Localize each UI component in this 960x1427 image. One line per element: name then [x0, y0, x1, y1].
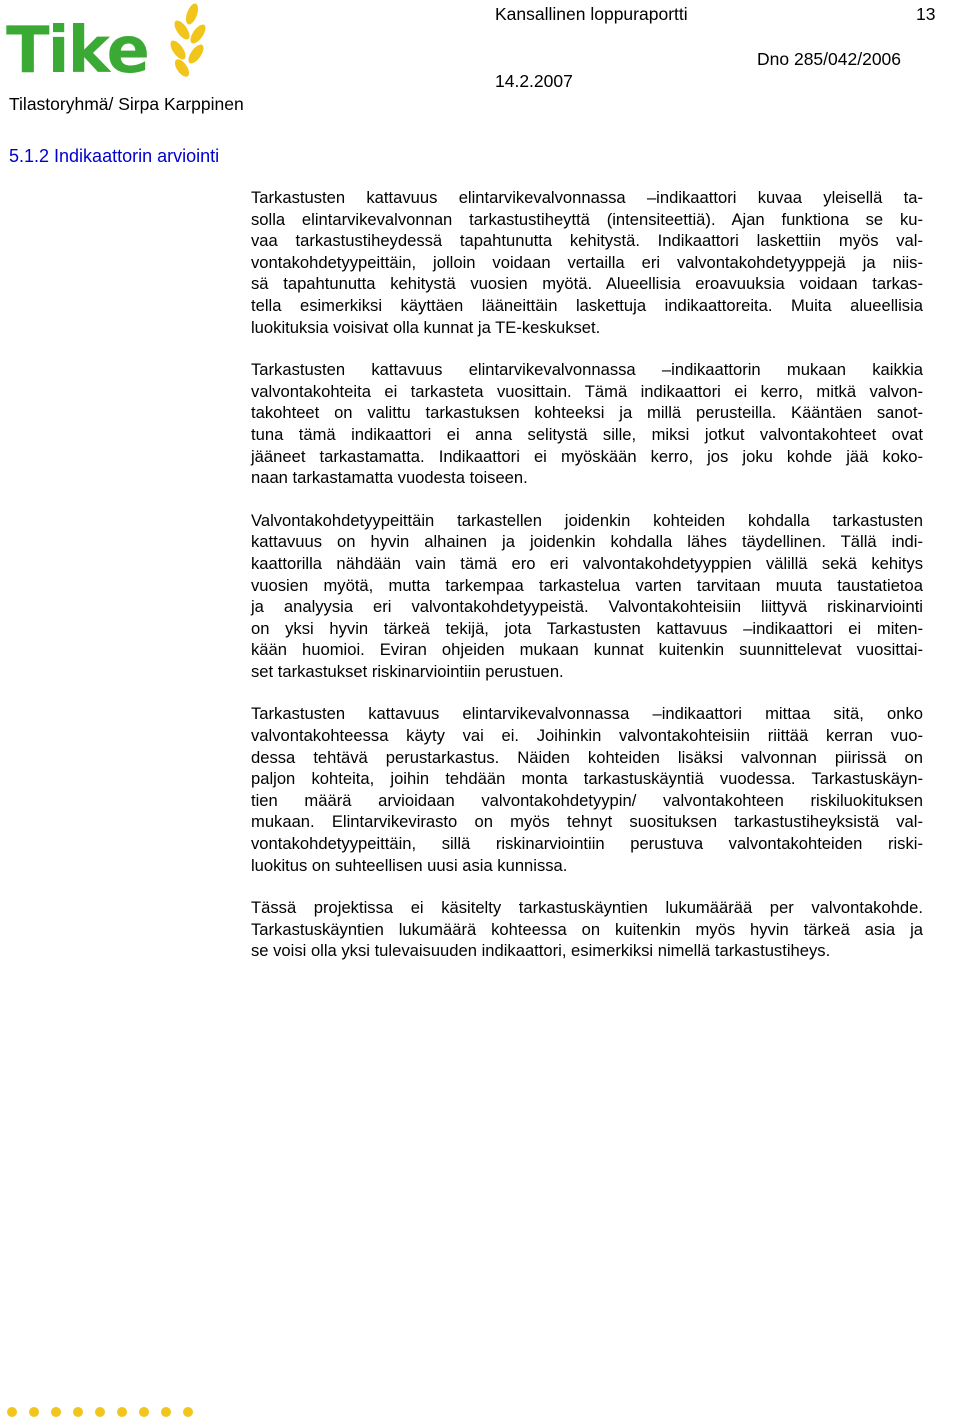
- paragraph-line: dessa tehtävä perustarkastus. Näiden kohteiden lisäksi valvonnan piirissä on: [251, 747, 923, 767]
- section-title: 5.1.2 Indikaattorin arviointi: [9, 146, 220, 166]
- paragraph-line: vaa tarkastustiheydessä tapahtunutta kehitystä. Indikaattori laskettiin myös val-: [251, 231, 923, 251]
- paragraph-line: Tässä projektissa ei käsitelty tarkastuskäyntien lukumäärää per valvontakohde.: [251, 898, 923, 918]
- paragraph: [251, 510, 923, 683]
- paragraph-line: Tarkastusten kattavuus elintarvikevalvonnassa –indikaattori kuvaa yleisellä ta-: [251, 188, 923, 207]
- paragraph-line: tuna tämä indikaattori ei anna selitystä sille, miksi jotkut valvontakohteet ovat: [251, 424, 923, 444]
- paragraph: [251, 187, 923, 338]
- paragraph-line: luokitus on suhteellisen uusi asia kunnissa.: [251, 855, 568, 875]
- body-text: [251, 187, 923, 983]
- paragraph-line: solla elintarvikevalvonnan tarkastustiheyttä (intensiteettiä). Ajan funktiona se ku-: [251, 209, 923, 229]
- page-number: 13: [916, 4, 936, 24]
- paragraph-line: tien määrä arvioidaan valvontakohdetyypin/ valvontakohteen riskiluokituksen: [251, 790, 923, 810]
- dots-icon: [6, 1402, 196, 1422]
- paragraph-line: luokituksia voisivat olla kunnat ja TE-keskukset.: [251, 317, 601, 337]
- paragraph-line: mukaan. Elintarvikevirasto on myös tehnyt suosituksen tarkastustiheyksistä val-: [251, 812, 923, 832]
- paragraph-line: jääneet tarkastamatta. Indikaattori ei myöskään kerro, jos joku kohde jää koko-: [251, 446, 923, 466]
- paragraph-line: set tarkastukset riskinarviointiin perustuen.: [251, 661, 564, 681]
- document-number: Dno 285/042/2006: [757, 49, 902, 69]
- paragraph-line: ja analyysia eri valvontakohdetyypeistä. Valvontakohteisiin liittyvä riskinarviointi: [251, 597, 923, 617]
- paragraph-line: kaattorilla nähdään vain tämä ero eri valvontakohdetyyppien välillä sekä kehitys: [251, 553, 923, 573]
- paragraph: [251, 359, 923, 489]
- paragraph-line: tella esimerkiksi käyttäen lääneittäin laskettuja indikaattoreita. Muita alueellisia: [251, 295, 923, 315]
- paragraph-line: vuosien myötä, mutta tarkempaa tarkastelua varten tarvitaan muuta taustatietoa: [251, 575, 923, 595]
- paragraph-line: se voisi olla yksi tulevaisuuden indikaattori, esimerkiksi nimellä tarkastustiheys.: [251, 941, 831, 961]
- paragraph-line: paljon kohteita, joihin tehdään monta tarkastuskäyntiä vuodessa. Tarkastuskäyn-: [251, 769, 923, 789]
- paragraph-line: kattavuus on hyvin alhainen ja joidenkin kohdalla lähes täydellinen. Tällä indi-: [251, 532, 923, 552]
- paragraph-line: Tarkastuskäyntien lukumäärä kohteessa on kuitenkin myös hyvin tärkeä asia ja: [251, 919, 923, 939]
- tike-logo: [6, 0, 206, 82]
- paragraph-line: kään huomioi. Eviran ohjeiden mukaan kunnat kuitenkin suunnittelevat vuosittai-: [251, 640, 923, 660]
- paragraph-line: naan tarkastamatta vuodesta toiseen.: [251, 468, 528, 488]
- tike-logo-graphic: [6, 0, 206, 82]
- paragraph-line: Valvontakohdetyypeittäin tarkastellen joidenkin kohteiden kohdalla tarkastusten: [251, 510, 923, 530]
- paragraph-line: on yksi hyvin tärkeä tekijä, jota Tarkastusten kattavuus –indikaattori ei miten-: [251, 618, 923, 638]
- report-title: Kansallinen loppuraportti: [495, 4, 688, 24]
- author: Tilastoryhmä/ Sirpa Karppinen: [9, 94, 244, 114]
- paragraph-line: sä tapahtunutta kehitystä vuosien myötä. Alueellisia eroavuuksia voidaan tarkas-: [251, 274, 923, 294]
- paragraph-line: Tarkastusten kattavuus elintarvikevalvonnassa –indikaattori mittaa sitä, onko: [251, 704, 923, 724]
- report-date: 14.2.2007: [495, 71, 573, 91]
- paragraph-line: vontakohdetyypeittäin, sillä riskinarviointiin perustuva valvontakohteiden riski-: [251, 834, 923, 854]
- paragraph-line: valvontakohteita ei tarkasteta vuosittain. Tämä indikaattori ei kerro, mitkä valvon-: [251, 381, 923, 401]
- paragraph: [251, 897, 923, 962]
- paragraph-line: valvontakohteessa käyty vai ei. Joihinkin valvontakohteisiin riittää kerran vuo-: [251, 726, 923, 746]
- paragraph-line: vontakohdetyypeittäin, jolloin voidaan vertailla eri valvontakohdetyyppejä ja niis-: [251, 252, 923, 272]
- paragraph-line: takohteet on valittu tarkastuksen kohteeksi ja millä perusteilla. Kääntäen sanot-: [251, 403, 923, 423]
- paragraph: [251, 703, 923, 876]
- footer-dots-decoration: [6, 1402, 196, 1422]
- paragraph-line: Tarkastusten kattavuus elintarvikevalvonnassa –indikaattorin mukaan kaikkia: [251, 360, 923, 380]
- wheat-icon: [168, 2, 206, 79]
- tike-logo-text: Tike: [6, 14, 148, 82]
